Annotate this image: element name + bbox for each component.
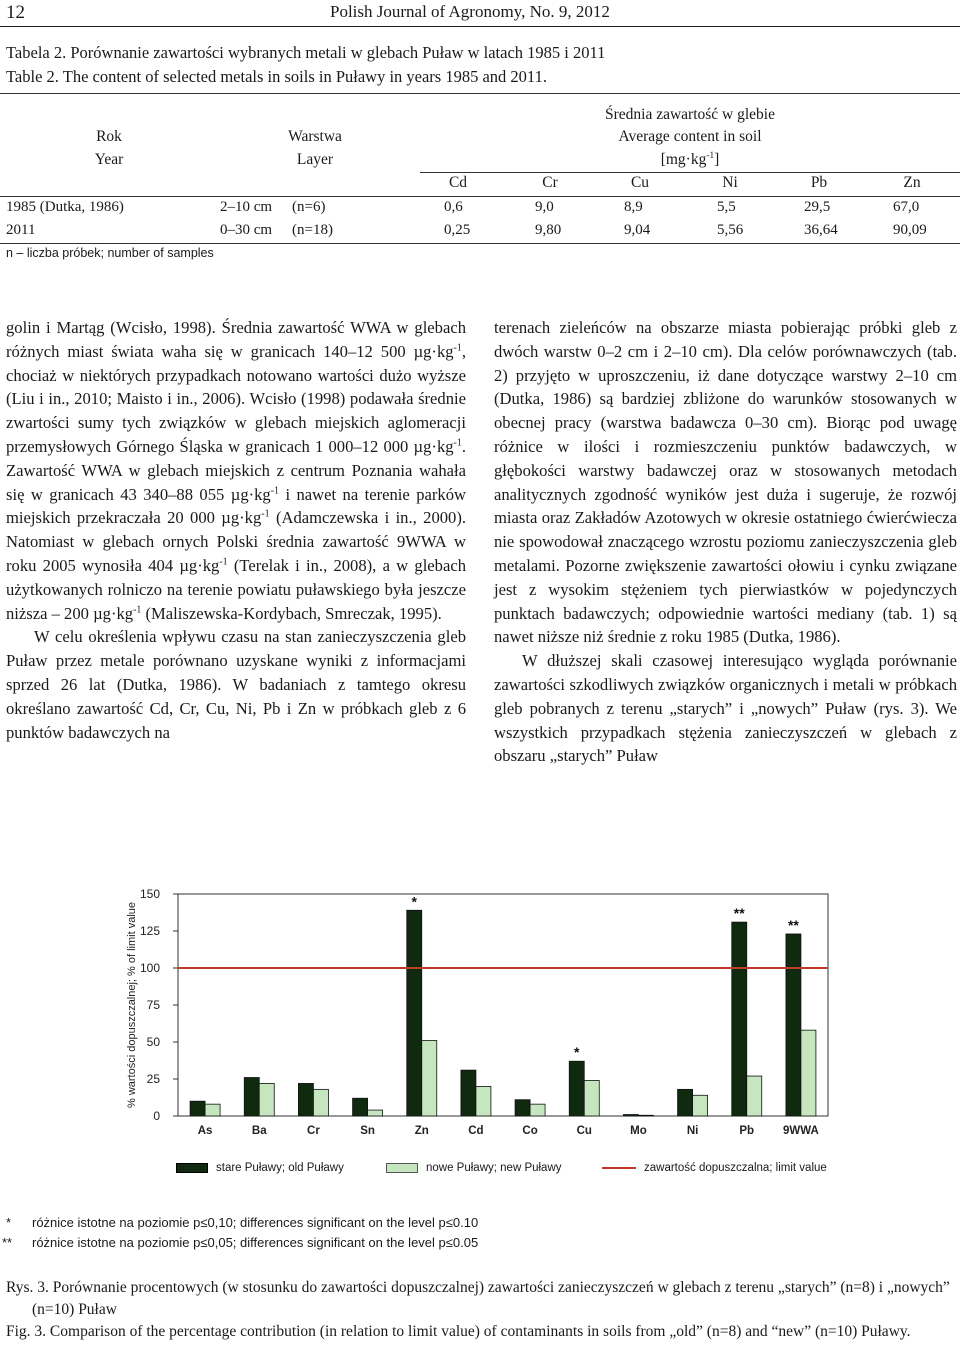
right-paragraph-1: terenach zieleńców na obszarze miasta pobierając próbki gleb z dwóch warstw 0–2 cm i 2–10 cm). Dla celów porównawczych (tab. 2) przyjęto w uproszczeniu, iż dane dotyczące warstwy 2–10 cm (Dutka, 1986) są bardziej zbliżone do warunków stosowanych w obecnej pracy (warstwa badawcza 0–30 cm). Biorąc pod uwagę różnice w ilości i rozmieszczeniu punktów badawczych, w głębokości warstwy badawczej oraz w stosowanych metodach analitycznych zgodność wyników jest duża i sugeruje, że rozwój miasta oraz Zakładów Azotowych w okresie ostatniego ćwierćwiecza nie spowodował znaczącego wzrostu poziomu zanieczyszczenia gleb metalami. Pozorne zwiększenie zawartości ołowiu i cynku związane jest z wysokim stężeniem tych pierwiastków w pojedynczych punktach badawczych; odpowiednie wartości mediany (tab. 1) są nawet niższe niż średnie z roku 1985 (Dutka, 1986). xyxy=(494,318,957,647)
y-tick-label: 0 xyxy=(153,1109,160,1123)
significance-mark: * xyxy=(411,893,417,910)
bar-new xyxy=(747,1076,762,1116)
bar-old xyxy=(623,1115,638,1116)
y-tick-label: 100 xyxy=(139,961,160,975)
bar-new xyxy=(259,1083,274,1116)
x-tick-label: 9WWA xyxy=(783,1125,819,1137)
legend-swatch-new xyxy=(386,1163,418,1173)
bar-new xyxy=(584,1080,599,1116)
table-cell: 5,56 xyxy=(717,222,744,238)
bar-old xyxy=(461,1070,476,1116)
bar-old xyxy=(515,1100,530,1116)
x-tick-label: Mo xyxy=(630,1125,647,1137)
right-paragraph-2: W dłuższej skali czasowej interesująco wygląda porównanie zawartości szkodliwych związków organicznych i metali w próbkach gleb pobranych z terenu „starych” i „nowych” Puław (rys. 3). We wszystkich przypadkach stężenia zanieczyszczeń w glebach z obszaru „starych” Puław xyxy=(494,651,957,766)
table-note: n – liczba próbek; number of samples xyxy=(6,246,214,260)
header-layer-pl: Warstwa xyxy=(288,128,342,145)
legend-new xyxy=(386,1162,562,1174)
table-caption-en: Table 2. The content of selected metals in soils in Puławy in years 1985 and 2011. xyxy=(6,67,547,86)
bar-old xyxy=(569,1061,584,1116)
metal-header: Zn xyxy=(903,174,921,191)
bar-old xyxy=(244,1078,259,1116)
x-tick-label: Cr xyxy=(307,1125,320,1137)
figure-caption-en-text: Fig. 3. Comparison of the percentage contribution (in relation to limit value) of contaminants in soils from „old” (n=8) and “new” (n=10) Puławy. xyxy=(6,1323,911,1340)
x-tick-label: Ba xyxy=(251,1125,267,1137)
left-paragraph-1: golin i Martąg (Wcisło, 1998). Średnia zawartość WWA w glebach różnych miast świata waha się w granicach 140–12 500 $\mu g\cdot kg^{-1}$, chociaż w niektórych przypadkach notowano wartości dużo wyższe (Liu i in., 2010; Maisto i in., 2006). Wcisło (1998) podawała średnie zwartości sumy tych związków w glebach miejskich aglomeracji przemysłowych Górnego Śląska w granicach 1 000–12 000 $\mu g\cdot kg^{-1}$. Zawartość WWA w glebach miejskich z centrum Poznania wahała się w granicach 43 340–88 055 $\mu g\cdot kg^{-1}$ i nawet na terenie parków miejskich przekraczała 20 000 $\mu g\cdot kg^{-1}$ (Adamczewska i in., 2000). Natomiast w glebach ornych Polski średnia zawartość 9WWA w roku 2005 wynosiła 404 $\mu g\cdot kg^{-1}$ (Terelak i in., 2008), a w glebach użytkowanych rolniczo na terenie powiatu puławskiego była jeszcze niższa – 200 $\mu g\cdot kg^{-1}$ (Maliszewska-Kordybach, Smreczak, 1995). xyxy=(6,318,467,623)
footnote-mark: * xyxy=(6,1215,12,1230)
journal-title: Polish Journal of Agronomy, No. 9, 2012 xyxy=(330,2,610,21)
x-tick-label: Cu xyxy=(576,1125,592,1137)
bar-old xyxy=(732,922,747,1116)
header-year-pl: Rok xyxy=(96,128,122,145)
table-cell: 90,09 xyxy=(893,222,927,238)
significance-mark: ** xyxy=(787,916,799,933)
table-sub-rule xyxy=(420,172,960,173)
table-cell: 29,5 xyxy=(804,199,831,215)
x-tick-label: As xyxy=(197,1125,213,1137)
legend-old xyxy=(176,1162,344,1174)
x-tick-label: Zn xyxy=(414,1125,429,1137)
legend-line-limit xyxy=(602,1167,636,1169)
table-cell: 67,0 xyxy=(893,199,920,215)
footnote-text: różnice istotne na poziomie p≤0,05; differences significant on the level p≤0.05 xyxy=(32,1235,479,1250)
table-bottom-rule xyxy=(0,243,960,244)
bar-new xyxy=(205,1104,220,1116)
significance-mark: ** xyxy=(733,905,745,922)
significance-mark: * xyxy=(574,1044,580,1061)
x-tick-label: Cd xyxy=(468,1125,484,1137)
table-row-n: (n=6) xyxy=(292,199,326,215)
table-row-year: 2011 xyxy=(6,222,36,238)
legend-swatch-old xyxy=(176,1163,208,1173)
table-cell: 9,04 xyxy=(624,222,651,238)
y-axis-label: % wartości dopuszczalnej; % of limit value xyxy=(126,901,138,1109)
header-content-en: Average content in soil xyxy=(618,128,762,145)
table-row-layer: 2–10 cm xyxy=(220,199,273,215)
table-row-n: (n=18) xyxy=(292,222,333,238)
header-content-pl: Średnia zawartość w glebie xyxy=(604,106,775,123)
y-tick-label: 75 xyxy=(146,998,160,1012)
bar-chart xyxy=(0,870,960,1190)
table-cell: 5,5 xyxy=(717,199,736,215)
y-tick-label: 25 xyxy=(146,1072,160,1086)
bar-new xyxy=(368,1110,383,1116)
metal-header: Pb xyxy=(810,174,828,191)
footnote-text: różnice istotne na poziomie p≤0,10; differences significant on the level p≤0.10 xyxy=(32,1215,479,1230)
header-year-en: Year xyxy=(94,151,124,168)
table-caption-pl: Tabela 2. Porównanie zawartości wybranych metali w glebach Puław w latach 1985 i 2011 xyxy=(6,43,606,62)
x-tick-label: Pb xyxy=(739,1125,755,1137)
bar-old xyxy=(353,1098,368,1116)
figure-caption-pl-text: Rys. 3. Porównanie procentowych (w stosunku do zawartości dopuszczalnej) zawartości zanieczyszczeń w glebach z terenu „starych” (n=8) i „nowych” (n=10) Puław xyxy=(6,1279,950,1318)
y-tick-label: 150 xyxy=(139,887,160,901)
header-unit: $[mg\cdot kg^{-1}]$ xyxy=(660,150,720,168)
bar-old xyxy=(786,934,801,1116)
page-number: 12 xyxy=(6,2,25,23)
table-cell: 8,9 xyxy=(624,199,643,215)
bar-new xyxy=(313,1089,328,1116)
plot-frame xyxy=(178,894,828,1116)
legend-label-new: nowe Puławy; new Puławy xyxy=(426,1162,562,1174)
figure-caption-pl xyxy=(6,1277,956,1321)
footnote-mark: ** xyxy=(2,1235,13,1250)
table-cell: 9,80 xyxy=(535,222,562,238)
bar-new xyxy=(530,1104,545,1116)
metal-header: Cr xyxy=(542,174,558,191)
table-cell: 36,64 xyxy=(804,222,838,238)
bar-new xyxy=(638,1115,653,1116)
table-cell: 0,6 xyxy=(444,199,463,215)
bar-old xyxy=(298,1083,313,1116)
table-header-rule xyxy=(0,196,960,197)
legend-limit xyxy=(602,1162,827,1174)
bar-new xyxy=(801,1030,816,1116)
bar-old xyxy=(678,1089,693,1116)
table-top-rule xyxy=(0,93,960,94)
table-row-year: 1985 (Dutka, 1986) xyxy=(6,199,124,215)
right-column xyxy=(494,316,957,768)
bar-old xyxy=(190,1101,205,1116)
y-tick-label: 125 xyxy=(139,924,160,938)
x-tick-label: Co xyxy=(522,1125,538,1137)
figure-caption-en xyxy=(6,1321,956,1343)
table-row-layer: 0–30 cm xyxy=(220,222,273,238)
metal-header: Cu xyxy=(630,174,650,191)
legend-label-old: stare Puławy; old Puławy xyxy=(216,1162,344,1174)
y-tick-label: 50 xyxy=(146,1035,160,1049)
x-tick-label: Sn xyxy=(360,1125,375,1137)
bar-old xyxy=(407,910,422,1116)
metal-header: Ni xyxy=(722,174,738,191)
table-cell: 9,0 xyxy=(535,199,554,215)
bar-new xyxy=(476,1086,491,1116)
x-tick-label: Ni xyxy=(686,1125,699,1137)
table-cell: 0,25 xyxy=(444,222,471,238)
bar-new xyxy=(422,1041,437,1116)
bar-new xyxy=(693,1095,708,1116)
metal-header: Cd xyxy=(448,174,468,191)
legend-label-limit: zawartość dopuszczalna; limit value xyxy=(644,1162,827,1174)
left-column xyxy=(6,316,466,744)
header-rule xyxy=(0,26,960,27)
header-layer-en: Layer xyxy=(296,151,334,168)
left-paragraph-2: W celu określenia wpływu czasu na stan zanieczyszczenia gleb Puław przez metale porównano uzyskane wyniki z informacjami sprzed 26 lat (Dutka, 1986). W badaniach z tamtego okresu określano zawartość Cd, Cr, Cu, Ni, Pb i Zn w próbkach gleb z 6 punktów badawczych na xyxy=(6,627,466,742)
